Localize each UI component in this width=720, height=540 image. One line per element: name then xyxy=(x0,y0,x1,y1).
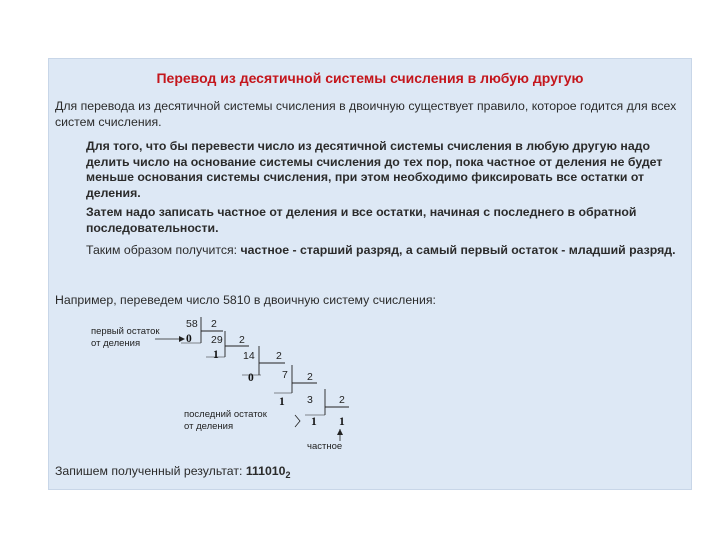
result-lead: Запишем полученный результат: xyxy=(55,464,246,478)
quotient-4: 3 xyxy=(307,394,313,406)
conclusion-lead: Таким образом получится: xyxy=(86,243,241,257)
label-last-remainder-1: последний остаток xyxy=(184,409,267,420)
page-title: Перевод из десятичной системы счисления в любую другую xyxy=(156,70,584,86)
divisor-1: 2 xyxy=(211,318,217,330)
conclusion-bold: частное - старший разряд, а самый первый остаток - младший разряд. xyxy=(240,243,676,257)
arrow-first-remainder-head xyxy=(179,336,185,342)
division-diagram xyxy=(49,59,693,491)
label-last-remainder-2: от деления xyxy=(184,421,234,432)
paragraph-order: Затем надо записать частное от деления и все остатки, начиная с последнего в обратной последовательности. xyxy=(86,205,637,235)
label-first-remainder-1: первый остаток xyxy=(91,326,160,337)
remainder-3: 0 xyxy=(248,372,254,384)
quotient-2: 14 xyxy=(243,350,255,362)
paragraph-intro: Для перевода из десятичной системы счисления в двоичную существует правило, которое годится для всех систем счисления. xyxy=(55,99,677,129)
label-quotient: частное xyxy=(307,441,343,452)
example-text: Например, переведем число 5810 в двоичную систему счисления: xyxy=(55,293,436,307)
label-first-remainder-2: от деления xyxy=(91,338,141,349)
quotient-1: 29 xyxy=(211,334,223,346)
dividend-1: 58 xyxy=(186,318,198,330)
arrow-last-remainder xyxy=(295,415,300,427)
final-quotient: 1 xyxy=(339,416,345,428)
remainder-5: 1 xyxy=(311,416,317,428)
content-panel xyxy=(48,58,692,490)
result-line xyxy=(55,464,655,484)
remainder-1: 0 xyxy=(186,333,192,345)
divisor-2: 2 xyxy=(239,334,245,346)
paragraph-rule: Для того, что бы перевести число из десятичной системы счисления в любую другую надо делить число на основание системы счисления до тех пор, пока частное от деления не будет меньше основания системы счисления, при этом необходимо фиксировать все остатки от деления. xyxy=(86,139,663,200)
arrow-quotient-head xyxy=(337,429,343,435)
remainder-4: 1 xyxy=(279,396,285,408)
result-base: 2 xyxy=(285,470,291,480)
result-value: 111010 xyxy=(245,464,286,478)
quotient-3: 7 xyxy=(282,369,288,381)
divisor-5: 2 xyxy=(339,394,345,406)
remainder-2: 1 xyxy=(213,349,219,361)
divisor-4: 2 xyxy=(307,371,313,383)
divisor-3: 2 xyxy=(276,350,282,362)
